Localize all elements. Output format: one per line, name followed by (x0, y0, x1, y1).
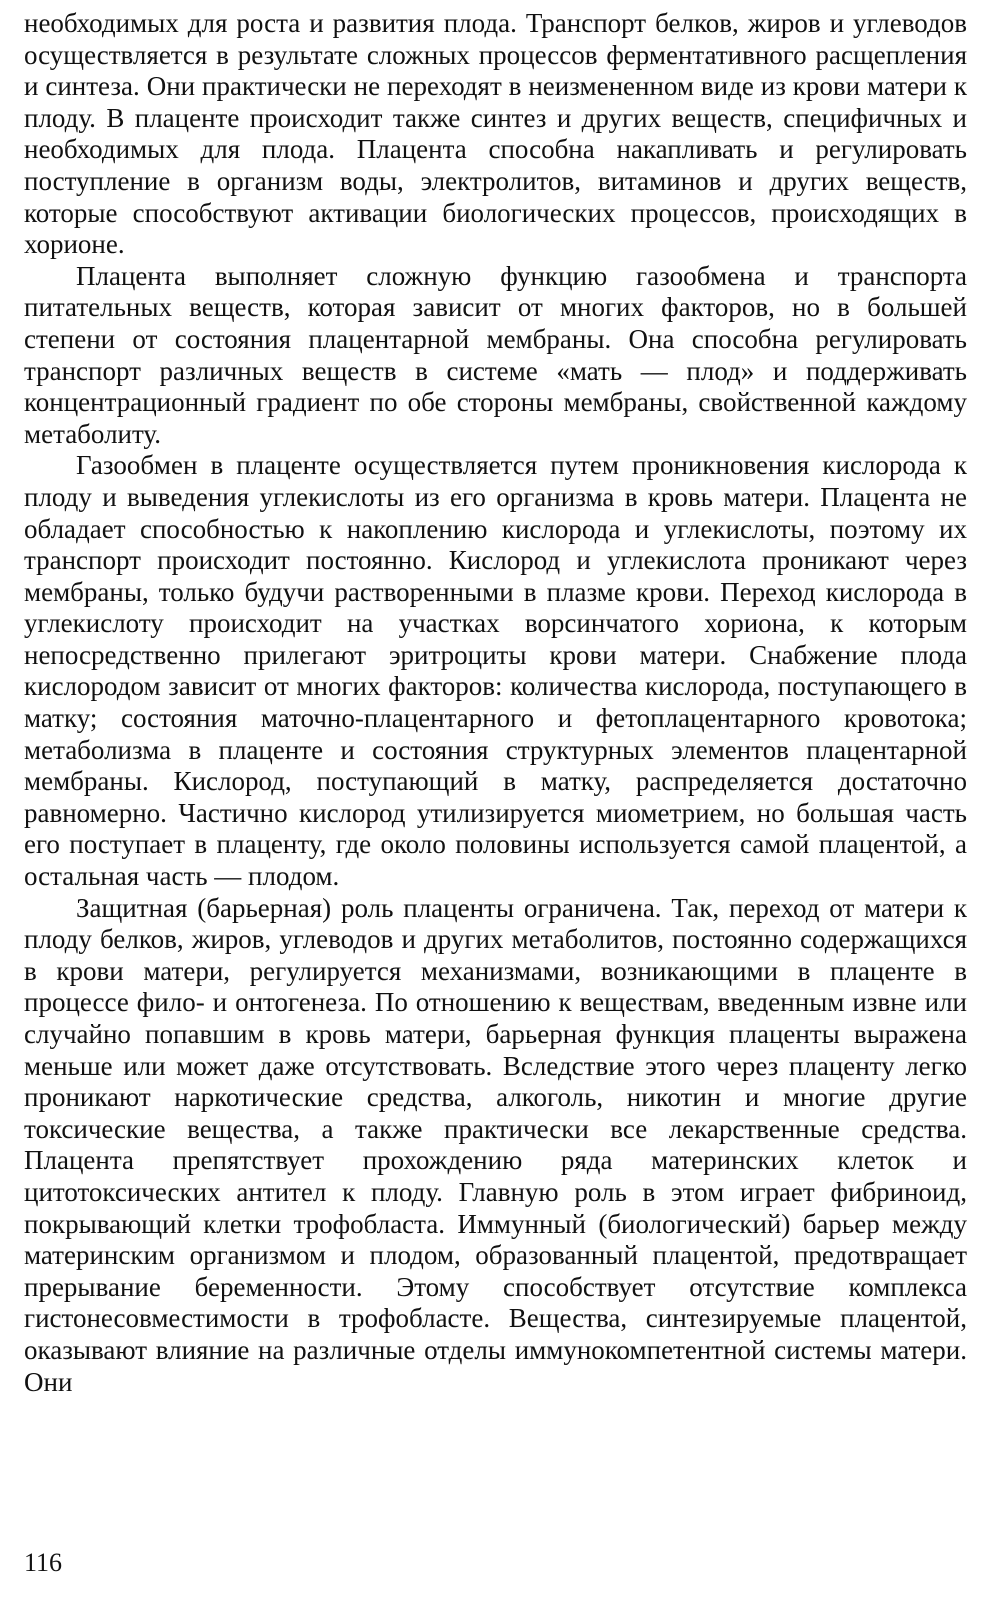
page-number: 116 (24, 1548, 63, 1577)
paragraph-gas-exchange-process: Газообмен в плаценте осуществляется путем проникновения кислорода к плоду и выведения углекислоты из его организма в кровь матери. Плацента не обладает способностью к накоплению кислорода и углекислоты, поэтому их транспорт происходит постоянно. Кислород и углекислота проникают через мембраны, только будучи растворенными в плазме крови. Переход кислорода в углекислоту происходит на участках ворсинчатого хориона, к которым непосредственно прилегают эритроциты крови матери. Снабжение плода кислородом зависит от многих факторов: количества кислорода, поступающего в матку; состояния маточно-плацентарного и фетоплацентарного кровотока; метаболизма в плаценте и состояния структурных элементов плацентарной мембраны. Кислород, поступающий в матку, распределяется достаточно равномерно. Частично кислород утилизируется миометрием, но большая часть его поступает в плаценту, где около половины используется самой плацентой, а остальная часть — плодом. (24, 450, 967, 892)
paragraph-barrier-role: Защитная (барьерная) роль плаценты ограничена. Так, переход от матери к плоду белков, жиров, углеводов и других метаболитов, постоянно содержащихся в крови матери, регулируется механизмами, возникающими в плаценте в процессе фило- и онтогенеза. По отношению к веществам, введенным извне или случайно попавшим в кровь матери, барьерная функция плаценты выражена меньше или может даже отсутствовать. Вследствие этого через плаценту легко проникают наркотические средства, алкоголь, никотин и многие другие токсические вещества, а также практически все лекарственные средства. Плацента препятствует прохождению ряда материнских клеток и цитотоксических антител к плоду. Главную роль в этом играет фибриноид, покрывающий клетки трофобласта. Иммунный (биологический) барьер между материнским организмом и плодом, образованный плацентой, предотвращает прерывание беременности. Этому способствует отсутствие комплекса гистонесовместимости в трофобласте. Вещества, синтезируемые плацентой, оказывают влияние на различные отделы иммунокомпетентной системы матери. Они (24, 892, 967, 1397)
paragraph-continuation: необходимых для роста и развития плода. Транспорт белков, жиров и углеводов осуществляется в результате сложных процессов ферментативного расщепления и синтеза. Они практически не переходят в неизмененном виде из крови матери к плоду. В плаценте происходит также синтез и других веществ, специфичных и необходимых для плода. Плацента способна накапливать и регулировать поступление в организм воды, электролитов, витаминов и других веществ, которые способствуют активации биологических процессов, происходящих в хорионе. (24, 8, 967, 260)
paragraph-gas-exchange-function: Плацента выполняет сложную функцию газообмена и транспорта питательных веществ, которая зависит от многих факторов, но в большей степени от состояния плацентарной мембраны. Она способна регулировать транспорт различных веществ в системе «мать — плод» и поддерживать концентрационный градиент по обе стороны мембраны, свойственной каждому метаболиту. (24, 260, 967, 449)
